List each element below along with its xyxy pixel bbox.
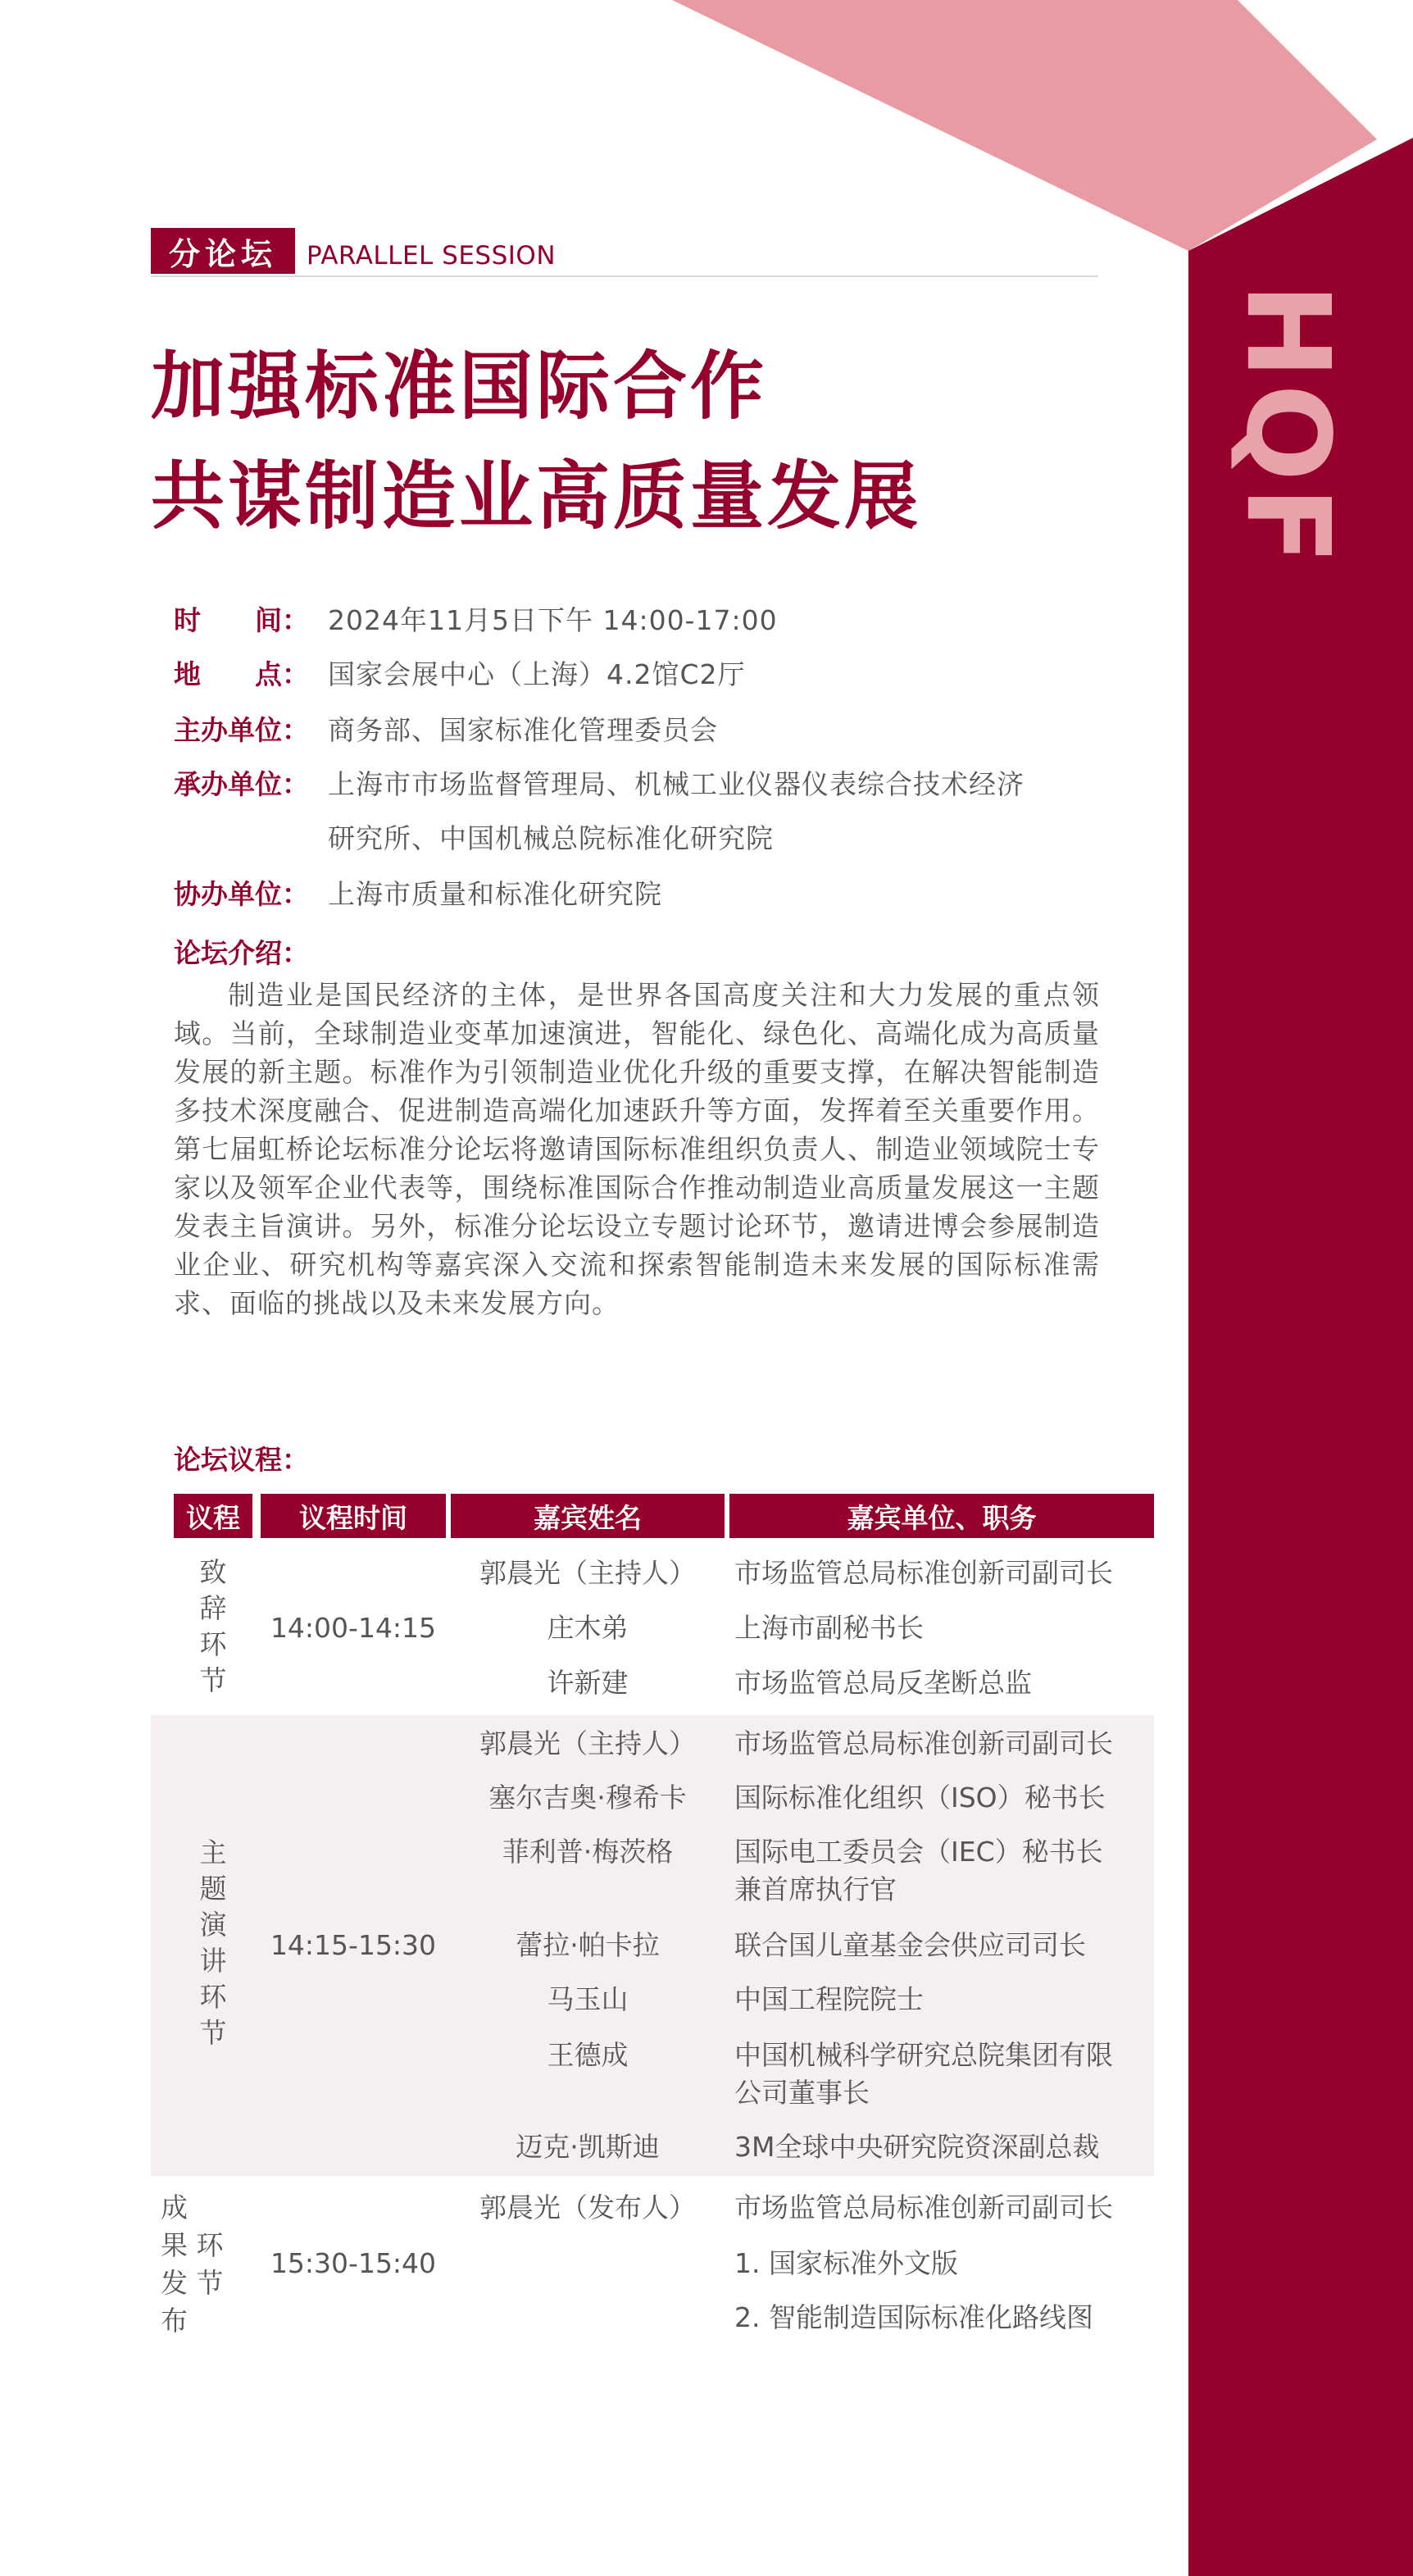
info-venue-label: 地 点： <box>174 658 309 690</box>
segment-3-name: 成 果 环 发 节 布 <box>161 2191 224 2337</box>
table-row-org: 中国工程院院士 <box>734 1983 924 2015</box>
table-row-org: 市场监管总局标准创新司副司长 <box>734 1557 1113 1589</box>
table-row-name: 王德成 <box>547 2039 629 2071</box>
table-row-org: 2. 智能制造国际标准化路线图 <box>734 2301 1093 2333</box>
header-divider <box>151 275 1098 277</box>
info-venue <box>174 648 746 702</box>
info-time <box>174 594 778 648</box>
info-host-value: 商务部、国家标准化管理委员会 <box>328 714 718 746</box>
segment-2-name: 主 题 演 讲 环 节 <box>199 1836 227 2049</box>
header-time: 议程时间 <box>261 1494 446 1538</box>
table-row-name: 迈克·凯斯迪 <box>516 2131 660 2163</box>
table-row-name: 郭晨光（发布人） <box>479 2191 696 2223</box>
page-title <box>151 332 921 552</box>
table-row-name: 马玉山 <box>547 1983 629 2015</box>
intro-label: 论坛介绍： <box>174 937 309 969</box>
agenda-label: 论坛议程： <box>174 1444 309 1476</box>
table-row-name: 许新建 <box>547 1667 629 1699</box>
header-guest-org: 嘉宾单位、职务 <box>729 1494 1154 1538</box>
segment-3-time: 15:30-15:40 <box>270 2247 437 2279</box>
segment-2-time: 14:15-15:30 <box>270 1929 437 1961</box>
info-host <box>174 703 718 758</box>
table-row-org: 1. 国家标准外文版 <box>734 2247 958 2279</box>
title-line-1: 加强标准国际合作 <box>151 344 767 430</box>
table-row-name: 蕾拉·帕卡拉 <box>516 1929 660 1961</box>
header-guest-name: 嘉宾姓名 <box>451 1494 725 1538</box>
table-row-org: 3M全球中央研究院资深副总裁 <box>734 2131 1100 2163</box>
info-organizer-value-1: 上海市市场监督管理局、机械工业仪器仪表综合技术经济 <box>328 768 1025 800</box>
info-host-label: 主办单位： <box>174 714 309 746</box>
table-row-org: 联合国儿童基金会供应司司长 <box>734 1929 1086 1961</box>
table-row-org: 市场监管总局反垄断总监 <box>734 1667 1032 1699</box>
table-row-name: 郭晨光（主持人） <box>479 1557 696 1589</box>
info-time-label: 时 间： <box>174 604 309 636</box>
segment-1-name: 致 辞 环 节 <box>199 1556 227 1696</box>
info-venue-value: 国家会展中心（上海）4.2馆C2厅 <box>328 658 746 690</box>
header-segment: 议程 <box>174 1494 252 1538</box>
info-time-value: 2024年11月5日下午 14:00-17:00 <box>328 604 778 636</box>
table-row-name: 塞尔吉奥·穆希卡 <box>488 1782 687 1814</box>
title-line-2: 共谋制造业高质量发展 <box>151 453 921 539</box>
info-co-organizer-value: 上海市质量和标准化研究院 <box>328 878 662 910</box>
table-row-name: 菲利普·梅茨格 <box>502 1836 674 1868</box>
info-co-organizer <box>174 867 662 922</box>
section-tag: 分论坛 <box>151 228 295 274</box>
table-row-name: 庄木弟 <box>547 1612 629 1644</box>
hqf-logo: HQF <box>1220 283 1355 570</box>
table-row-org: 市场监管总局标准创新司副司长 <box>734 2191 1113 2223</box>
section-english: PARALLEL SESSION <box>307 241 557 271</box>
table-row-name: 郭晨光（主持人） <box>479 1727 696 1759</box>
info-organizer-value-2: 研究所、中国机械总院标准化研究院 <box>328 822 774 854</box>
info-organizer-label: 承办单位： <box>174 768 309 800</box>
table-row-org: 市场监管总局标准创新司副司长 <box>734 1727 1113 1759</box>
table-row-org: 中国机械科学研究总院集团有限公司董事长 <box>734 2039 1113 2109</box>
table-row-org: 上海市副秘书长 <box>734 1612 924 1644</box>
table-row-org: 国际电工委员会（IEC）秘书长兼首席执行官 <box>734 1836 1103 1905</box>
info-organizer <box>174 758 1025 812</box>
table-row-org: 国际标准化组织（ISO）秘书长 <box>734 1782 1106 1814</box>
intro-text: 制造业是国民经济的主体，是世界各国高度关注和大力发展的重点领域。当前，全球制造业变革加速演进，智能化、绿色化、高端化成为高质量发展的新主题。标准作为引领制造业优化升级的重要支撑，在解决智能制造多技术深度融合、促进制造高端化加速跃升等方面，发挥着至关重要作用。第七届虹桥论坛标准分论坛将邀请国际标准组织负责人、制造业领域院士专家以及领军企业代表等，围绕标准国际合作推动制造业高质量发展这一主题发表主旨演讲。另外，标准分论坛设立专题讨论环节，邀请进博会参展制造业企业、研究机构等嘉宾深入交流和探索智能制造未来发展的国际标准需求、面临的挑战以及未来发展方向。 <box>174 979 1100 1319</box>
info-co-organizer-label: 协办单位： <box>174 878 309 910</box>
segment-1-time: 14:00-14:15 <box>270 1612 437 1644</box>
